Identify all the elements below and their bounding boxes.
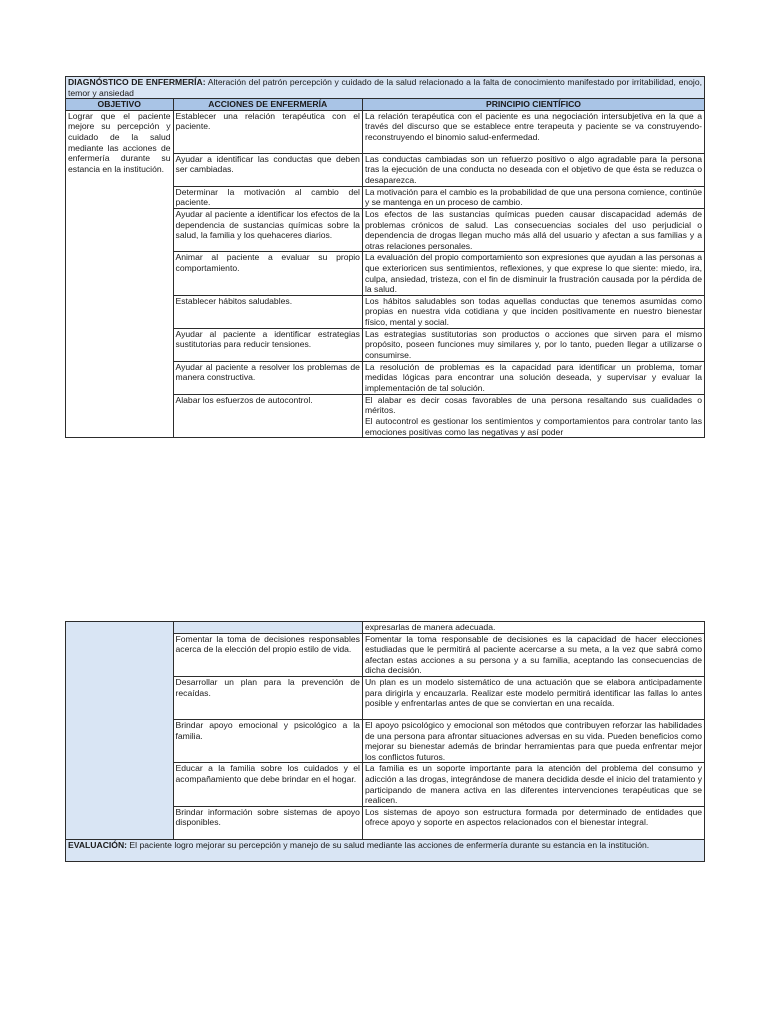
evaluation-cell: [66, 839, 705, 861]
action-cell: Brindar información sobre sistemas de apoyo disponibles.: [173, 806, 362, 839]
principle-cell: Los sistemas de apoyo son estructura formada por determinado de entidades que ofrece apoyo y soporte en aspectos relacionados con el bienestar integral.: [362, 806, 704, 839]
action-cell: Brindar apoyo emocional y psicológico a la familia.: [173, 719, 362, 762]
principle-text: El alabar es decir cosas favorables de una persona resaltando sus cualidades o méritos.: [364, 394, 702, 416]
principle-cell: [362, 394, 704, 437]
action-cell: Establecer una relación terapéutica con el paciente.: [173, 110, 362, 153]
care-plan-table-page-2: [65, 621, 705, 862]
diagnosis-label: DIAGNÓSTICO DE ENFERMERÍA:: [68, 77, 206, 87]
table-row: [66, 622, 705, 634]
principle-cell: El apoyo psicológico y emocional son métodos que contribuyen reforzar las habilidades de una persona para afrontar situaciones adversas en su vida. Pueden beneficios como mejorar su bienestar además de brindar herramientas para que pueda enfrentar mejor los conflictos futuros.: [362, 719, 704, 762]
action-cell: Determinar la motivación al cambio del paciente.: [173, 186, 362, 208]
objective-cell: Lograr que el paciente mejore su percepción y cuidado de la salud mediante las acciones de enfermería durante su estancia en la institución.: [66, 110, 174, 437]
diagnosis-text: Alteración del patrón percepción y cuidado de la salud relacionado a la falta de conocimiento manifestado por irritabilidad, enojo, temor y ansiedad: [68, 77, 703, 98]
principle-cell: Los efectos de las sustancias químicas pueden causar discapacidad además de problemas crónicos de salud. Las consecuencias sociales del uso perjudicial o dependencia de drogas llegan mucho más allá del usuario y afectan a sus familias y a otras relaciones personales.: [362, 208, 704, 251]
action-cell: Ayudar al paciente a identificar estrategias sustitutorias para reducir tensiones.: [173, 328, 362, 361]
principle-text-continued: El autocontrol es gestionar los sentimientos y comportamientos para controlar tanto las emociones positivas como las negativas y así poder: [364, 415, 702, 437]
evaluation-text: El paciente logro mejorar su percepción y manejo de su salud mediante las acciones de enfermería durante su estancia en la institución.: [127, 839, 650, 850]
principle-cell: Un plan es un modelo sistemático de una actuación que se elabora anticipadamente para dirigirla y encauzarla. Realizar este modelo permitirá identificar las fallas lo antes posible y enfrentarlas antes de que se conviertan en una recaída.: [362, 676, 704, 719]
principle-cell: La relación terapéutica con el paciente es una negociación intersubjetiva en la que a través del discurso que se establece entre terapeuta y paciente se va construyendo-reconstruyendo el binomio salud-enfermedad.: [362, 110, 704, 153]
care-plan-table-page-1: [65, 76, 705, 438]
action-cell: Ayudar al paciente a resolver los problemas de manera constructiva.: [173, 361, 362, 394]
action-cell: Ayudar al paciente a identificar los efectos de la dependencia de sustancias químicas sobre la salud, la familia y los quehaceres diarios.: [173, 208, 362, 251]
table-row: [66, 110, 705, 153]
header-principle: PRINCIPIO CIENTÍFICO: [362, 99, 704, 111]
action-cell: Desarrollar un plan para la prevención de recaídas.: [173, 676, 362, 719]
header-objective: OBJETIVO: [66, 99, 174, 111]
action-cell-empty: [173, 622, 362, 634]
principle-cell: La resolución de problemas es la capacidad para identificar un problema, tomar medidas lógicas para encontrar una solución deseada, y supervisar y evaluar la implementación de tal solución.: [362, 361, 704, 394]
action-cell: Animar al paciente a evaluar su propio comportamiento.: [173, 252, 362, 295]
principle-cell: Las estrategias sustitutorias son productos o acciones que sirven para el mismo propósito, poseen funciones muy similares y, por lo tanto, pueden llegar a utilizarse o consumirse.: [362, 328, 704, 361]
principle-continuation: expresarlas de manera adecuada.: [362, 622, 704, 634]
action-cell: Educar a la familia sobre los cuidados y el acompañamiento que debe brindar en el hogar.: [173, 763, 362, 806]
principle-cell: La familia es un soporte importante para la atención del problema del consumo y adicción a las drogas, integrándose de manera decidida desde el inicio del tratamiento y participando de manera activa en las diferentes intervenciones terapéuticas que se realicen.: [362, 763, 704, 806]
action-cell: Fomentar la toma de decisiones responsables acerca de la elección del propio estilo de vida.: [173, 633, 362, 676]
header-row: [66, 99, 705, 111]
principle-cell: Los hábitos saludables son todas aquellas conductas que tenemos asumidas como propias en nuestra vida cotidiana y que inciden positivamente en nuestro bienestar físico, mental y social.: [362, 295, 704, 328]
principle-cell: Las conductas cambiadas son un refuerzo positivo o algo agradable para la persona tras la ejecución de una conducta no deseada con el objetivo de que ésta se reduzca o desaparezca.: [362, 153, 704, 186]
evaluation-label: EVALUACIÓN:: [68, 839, 128, 850]
principle-cell: Fomentar la toma responsable de decisiones es la capacidad de hacer elecciones estudiadas que le permitirá al paciente acercarse a su meta, a la vez que sabrá como afectan estas acciones a su persona y a su familia, aceptando las consecuencias de dicha decisión.: [362, 633, 704, 676]
principle-cell: La evaluación del propio comportamiento son expresiones que ayudan a las personas a que exterioricen sus sentimientos, reflexiones, y que exprese lo que siente: miedo, ira, culpa, ansiedad, tristeza, con el fin de disminuir la frustración causada por la pérdida de la salud.: [362, 252, 704, 295]
evaluation-row: [66, 839, 705, 861]
diagnosis-cell: [66, 77, 705, 99]
objective-cell-empty: [66, 622, 174, 840]
header-actions: ACCIONES DE ENFERMERÍA: [173, 99, 362, 111]
principle-cell: La motivación para el cambio es la probabilidad de que una persona comience, continúe y se mantenga en un proceso de cambio.: [362, 186, 704, 208]
action-cell: Establecer hábitos saludables.: [173, 295, 362, 328]
action-cell: Alabar los esfuerzos de autocontrol.: [173, 394, 362, 437]
diagnosis-row: [66, 77, 705, 99]
action-cell: Ayudar a identificar las conductas que deben ser cambiadas.: [173, 153, 362, 186]
